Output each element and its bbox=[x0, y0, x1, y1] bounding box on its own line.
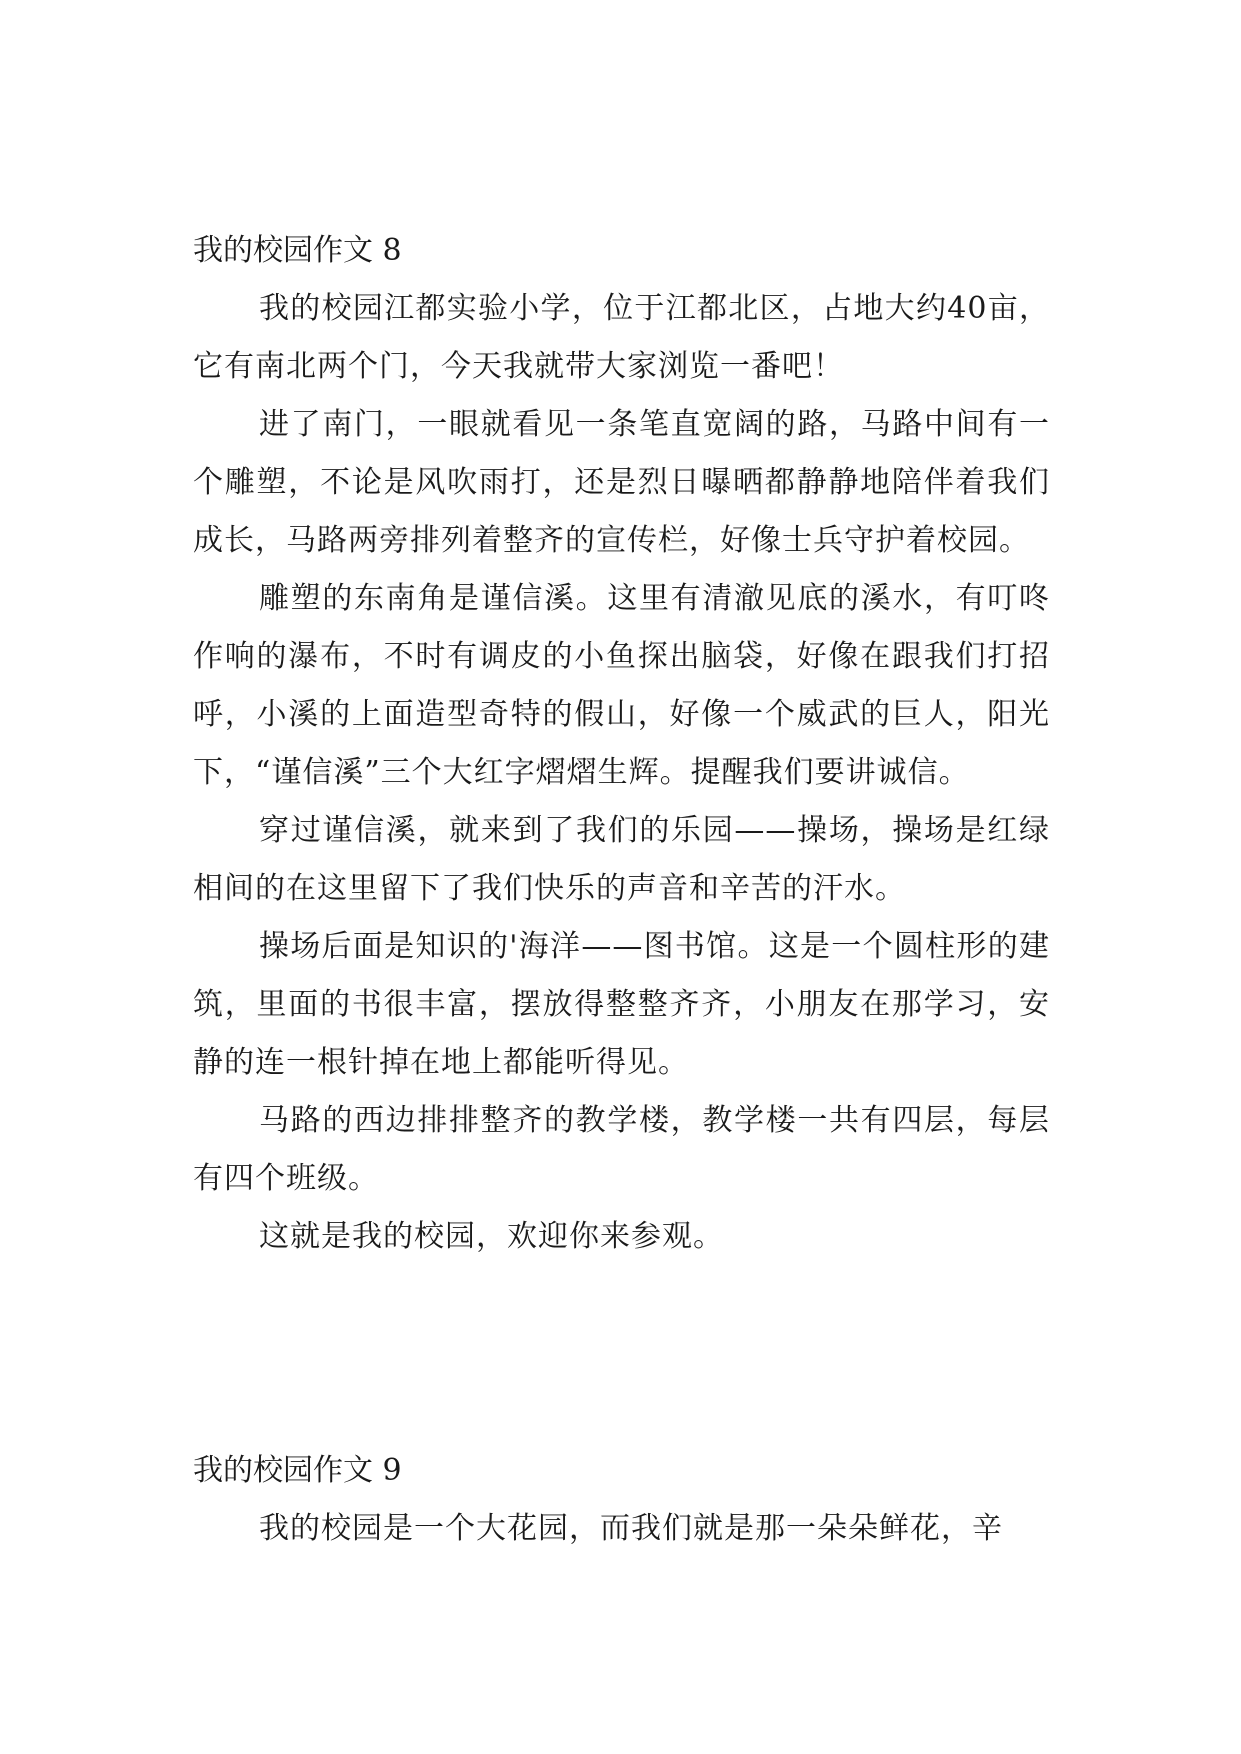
paragraph: 我的校园是一个大花园，而我们就是那一朵朵鲜花，辛 bbox=[259, 1511, 1003, 1546]
paragraph: 进了南门，一眼就看见一条笔直宽阔的路，马路中间有一个雕塑，不论是风吹雨打，还是烈日曝晒都静静地陪伴着我们成长，马路两旁排列着整齐的宣传栏，好像士兵守护着校园。 bbox=[193, 407, 1050, 558]
paragraph: 雕塑的东南角是谨信溪。这里有清澈见底的溪水，有叮咚作响的瀑布，不时有调皮的小鱼探出脑袋，好像在跟我们打招呼，小溪的上面造型奇特的假山，好像一个威武的巨人，阳光下，“谨信溪”三个大红字熠熠生辉。提醒我们要讲诚信。 bbox=[193, 581, 1050, 790]
essay-9 bbox=[193, 1442, 1050, 1558]
paragraph: 操场后面是知识的'海洋——图书馆。这是一个圆柱形的建筑，里面的书很丰富，摆放得整整齐齐，小朋友在那学习，安静的连一根针掉在地上都能听得见。 bbox=[193, 929, 1050, 1080]
paragraph: 我的校园江都实验小学，位于江都北区，占地大约40亩，它有南北两个门，今天我就带大家浏览一番吧！ bbox=[193, 291, 1050, 384]
paragraph: 穿过谨信溪，就来到了我们的乐园——操场，操场是红绿相间的在这里留下了我们快乐的声音和辛苦的汗水。 bbox=[193, 813, 1050, 906]
essay-title: 我的校园作文 8 bbox=[193, 233, 402, 268]
paragraph: 马路的西边排排整齐的教学楼，教学楼一共有四层，每层有四个班级。 bbox=[193, 1103, 1050, 1196]
essay-8 bbox=[193, 222, 1050, 1266]
essay-title: 我的校园作文 9 bbox=[193, 1453, 402, 1488]
paragraph: 这就是我的校园，欢迎你来参观。 bbox=[259, 1219, 724, 1254]
